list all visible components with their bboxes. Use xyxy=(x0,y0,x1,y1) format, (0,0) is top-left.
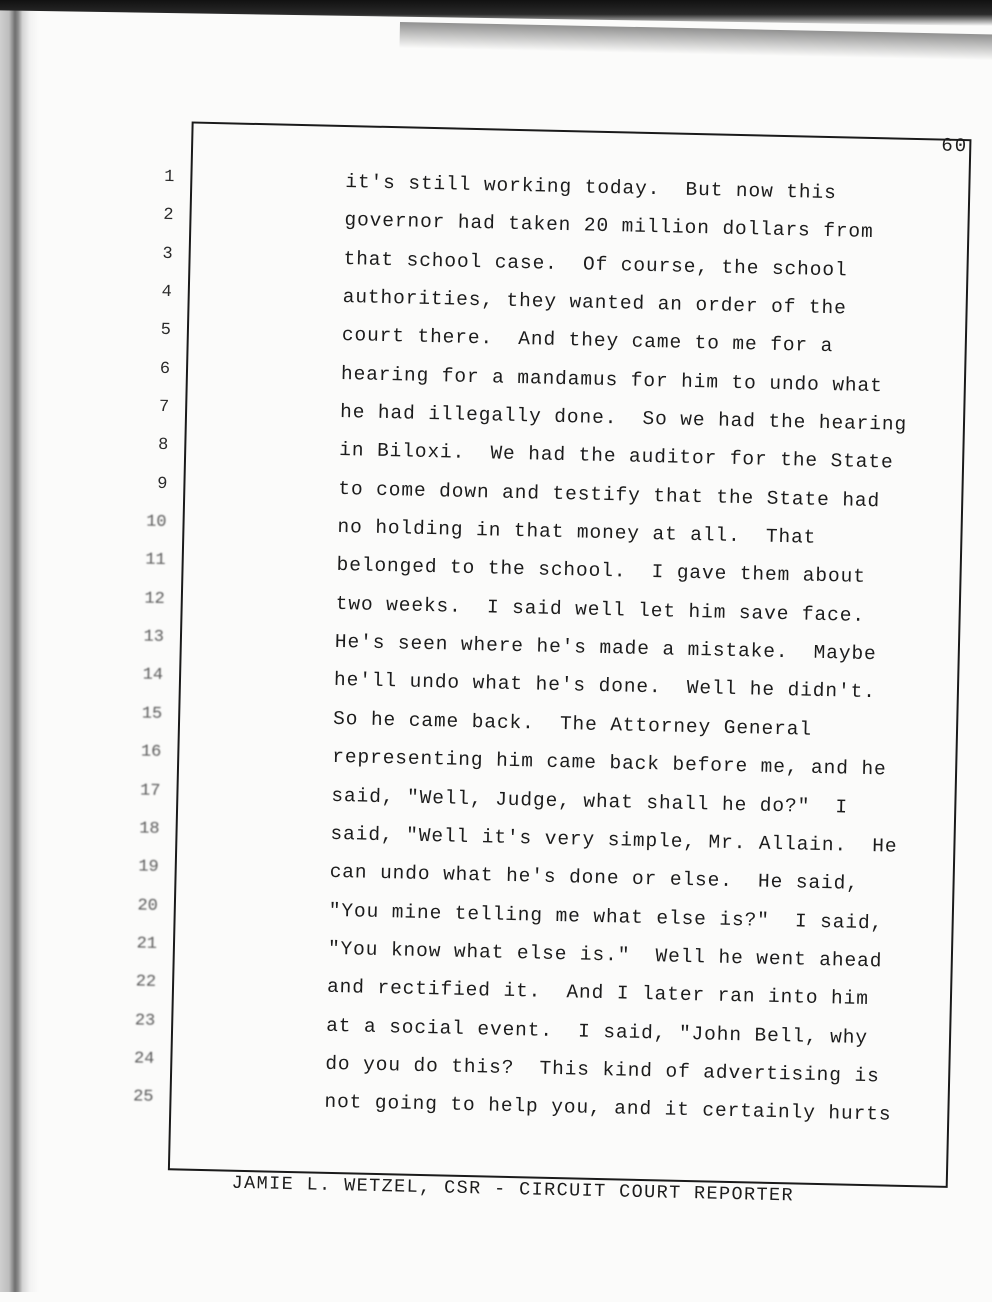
line-number: 20 xyxy=(137,896,159,916)
transcript-line: governor had taken 20 million dollars from xyxy=(344,209,874,244)
line-number: 10 xyxy=(145,512,167,533)
line-number: 23 xyxy=(134,1011,156,1031)
line-number: 22 xyxy=(135,972,157,993)
transcript-line: he'll undo what he's done. Well he didn't. xyxy=(333,669,877,704)
line-number-column xyxy=(117,158,175,1117)
line-number: 9 xyxy=(157,474,168,494)
line-number: 2 xyxy=(163,206,174,226)
transcript-line: court there. And they came to me for a xyxy=(341,324,834,358)
line-number: 1 xyxy=(163,167,175,188)
line-number: 6 xyxy=(159,359,171,379)
transcript-line: in Biloxi. We had the auditor for the State xyxy=(338,439,894,474)
transcript-line: at a social event. I said, "John Bell, why xyxy=(325,1014,869,1049)
transcript-line: So he came back. The Attorney General xyxy=(332,707,813,741)
line-number: 21 xyxy=(136,934,158,954)
transcript-line: "You mine telling me what else is?" I said, xyxy=(328,899,884,934)
transcript-line: "You know what else is." Well he went ahead xyxy=(327,937,883,973)
transcript-body xyxy=(324,163,956,1135)
transcript-line: it's still working today. But now this xyxy=(345,171,837,205)
page-number: 60 xyxy=(941,134,969,158)
transcript-line: that school case. Of course, the school xyxy=(343,247,848,282)
line-number: 5 xyxy=(160,321,172,341)
line-number: 4 xyxy=(161,282,172,303)
line-number: 18 xyxy=(138,819,160,839)
transcript-line: not going to help you, and it certainly hurts xyxy=(324,1091,892,1126)
line-number: 14 xyxy=(142,666,164,686)
line-number: 19 xyxy=(138,857,159,878)
transcript-line: two weeks. I said well let him save face. xyxy=(335,592,866,627)
line-number: 12 xyxy=(144,589,166,609)
line-number: 3 xyxy=(162,244,173,264)
transcript-line: belonged to the school. I gave them about xyxy=(336,554,867,589)
transcript-line: to come down and testify that the State had xyxy=(338,477,881,512)
transcript-line: authorities, they wanted an order of the xyxy=(342,286,847,320)
transcript-line: said, "Well, Judge, what shall he do?" I xyxy=(331,784,849,819)
transcript-line: said, "Well it's very simple, Mr. Allain. He xyxy=(330,822,898,858)
line-number: 25 xyxy=(132,1087,154,1108)
transcript-line: do you do this? This kind of advertising is xyxy=(325,1052,880,1088)
transcript-line: no holding in that money at all. That xyxy=(337,516,817,549)
line-number: 11 xyxy=(145,551,166,571)
transcript-line: and rectified it. And I later ran into him xyxy=(326,976,870,1011)
transcript-line: hearing for a mandamus for him to undo what xyxy=(340,362,883,397)
reporter-footer: JAMIE L. WETZEL, CSR - CIRCUIT COURT REPORTER xyxy=(231,1172,795,1207)
line-number: 24 xyxy=(133,1049,155,1069)
line-number: 8 xyxy=(157,436,169,456)
line-number: 13 xyxy=(143,627,165,648)
transcript-line: representing him came back before me, and he xyxy=(332,746,887,781)
line-number: 15 xyxy=(141,704,163,724)
line-number: 17 xyxy=(139,781,161,801)
transcript-line: can undo what he's done or else. He said, xyxy=(329,861,860,896)
transcript-line: he had illegally done. So we had the hearing xyxy=(339,401,908,436)
line-number: 7 xyxy=(158,397,170,418)
transcript-line: He's seen where he's made a mistake. Maybe xyxy=(334,631,877,666)
line-number: 16 xyxy=(140,742,162,763)
